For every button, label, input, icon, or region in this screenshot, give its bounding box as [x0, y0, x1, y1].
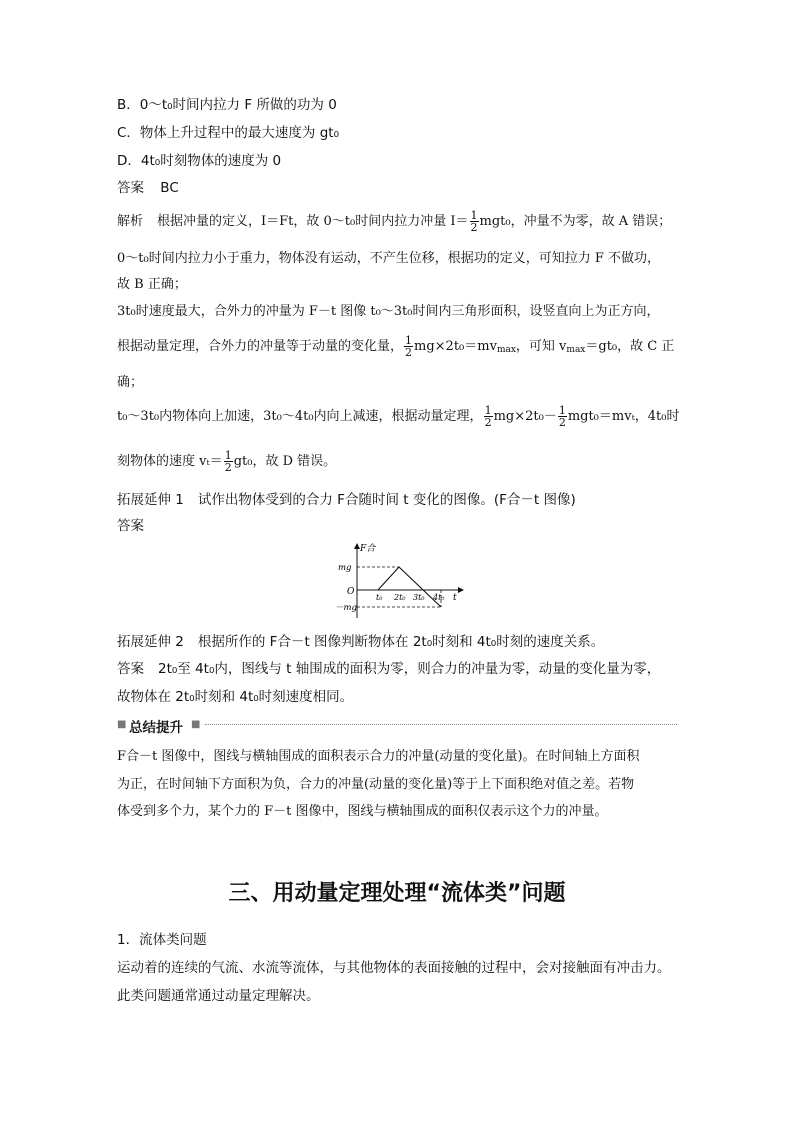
fraction: $\frac{1}{2}$	[405, 334, 413, 359]
option-c: C．物体上升过程中的最大速度为 gt₀	[117, 125, 339, 141]
y-axis-label: F合	[360, 544, 376, 554]
summary-line-2: 为正，在时间轴下方面积为负，合力的冲量(动量的变化量)等于上下面积绝对值之差。若物	[117, 777, 635, 792]
option-d: D．4t₀时刻物体的速度为 0	[117, 153, 282, 169]
answer-label: 答案	[117, 180, 144, 196]
origin-label: O	[347, 587, 355, 597]
x-tick-2: 2t₀	[394, 593, 406, 602]
analysis-line-6: 确；	[117, 375, 144, 390]
analysis-line-5: 根据动量定理，合外力的冲量等于动量的变化量， $\frac{1}{2}$ $mg\times 2t_0=mv_{max}$，可知 $v_{max}=gt_0$，故 C 正	[117, 334, 675, 359]
ext2-answer-label: 答案	[117, 661, 144, 677]
bullet-icon: ■	[117, 719, 127, 730]
x-tick-1: t₀	[376, 593, 383, 602]
option-b: B．0～t₀时间内拉力 F 所做的功为 0	[117, 97, 337, 113]
ext1-row: 拓展延伸 1 试作出物体受到的合力 F合随时间 t 变化的图像。(F合－t 图像)	[117, 492, 576, 508]
ext1-label: 拓展延伸 1	[117, 492, 184, 508]
answer-row	[117, 179, 179, 197]
analysis-line-7: t₀～3t₀内物体向上加速，3t₀～4t₀内向上减速，根据动量定理， $\frac{1}{2}$ mg×2t₀－ $\frac{1}{2}$ mgt₀＝mvₜ，4t₀时	[117, 404, 680, 429]
ext1-answer-label: 答案	[117, 518, 144, 534]
analysis-line-2: 0～t₀时间内拉力小于重力，物体没有运动，不产生位移，根据功的定义，可知拉力 F 不做功，	[117, 251, 660, 266]
section-paragraph-1: 运动着的连续的气流、水流等流体，与其他物体的表面接触的过程中，会对接触面有冲击力。	[117, 960, 671, 976]
x-tick-4: 4t₀	[433, 593, 445, 602]
summary-line-3: 体受到多个力，某个力的 F－t 图像中，图线与横轴围成的面积仅表示这个力的冲量。	[117, 804, 608, 819]
ext2-answer-row: 答案 2t₀至 4t₀内，图线与 t 轴围成的面积为零，则合力的冲量为零，动量的变化量为零，	[117, 661, 661, 677]
fraction: $\frac{1}{2}$	[224, 449, 232, 474]
x-tick-3: 3t₀	[413, 593, 425, 602]
section-subheading: 1．流体类问题	[117, 932, 207, 948]
net-force-line	[378, 567, 441, 607]
summary-title: 总结提升	[129, 720, 183, 736]
fraction: $\frac{1}{2}$	[470, 209, 478, 234]
analysis-line-3: 故 B 正确；	[117, 277, 187, 292]
section-title: 三、用动量定理处理“流体类”问题	[228, 881, 566, 906]
y-neg-label: －mg	[335, 603, 358, 613]
section-paragraph-2: 此类问题通常通过动量定理解决。	[117, 988, 320, 1004]
fraction: $\frac{1}{2}$	[484, 404, 492, 429]
fraction: $\frac{1}{2}$	[558, 404, 566, 429]
answer-value: BC	[160, 180, 179, 196]
ext2-answer-line-2: 故物体在 2t₀时刻和 4t₀时刻速度相同。	[117, 689, 354, 705]
y-pos-label: mg	[338, 563, 352, 573]
analysis-label: 解析	[117, 214, 144, 229]
summary-line-1: F合－t 图像中，图线与横轴围成的面积表示合力的冲量(动量的变化量)。在时间轴上方面积	[117, 749, 640, 764]
x-axis-label: t	[453, 593, 457, 603]
bullet-icon: ■	[191, 719, 201, 730]
analysis-line-4: 3t₀时速度最大，合外力的冲量为 F－t 图像 t₀～3t₀时间内三角形面积，设竖直向上为正方向，	[117, 304, 660, 319]
ext2-row: 拓展延伸 2 根据所作的 F合－t 图像判断物体在 2t₀时刻和 4t₀时刻的速度关系。	[117, 634, 605, 650]
divider	[205, 724, 677, 725]
force-time-graph	[335, 540, 470, 620]
analysis-line-8: 刻物体的速度 vₜ＝ $\frac{1}{2}$ gt₀，故 D 错误。	[117, 449, 337, 474]
analysis-line-1: 解析 根据冲量的定义，I＝Ft，故 0～t₀时间内拉力冲量 I＝ $\frac{1}{2}$ mgt₀，冲量不为零，故 A 错误；	[117, 209, 672, 234]
ext2-label: 拓展延伸 2	[117, 634, 184, 650]
summary-header	[117, 716, 677, 736]
